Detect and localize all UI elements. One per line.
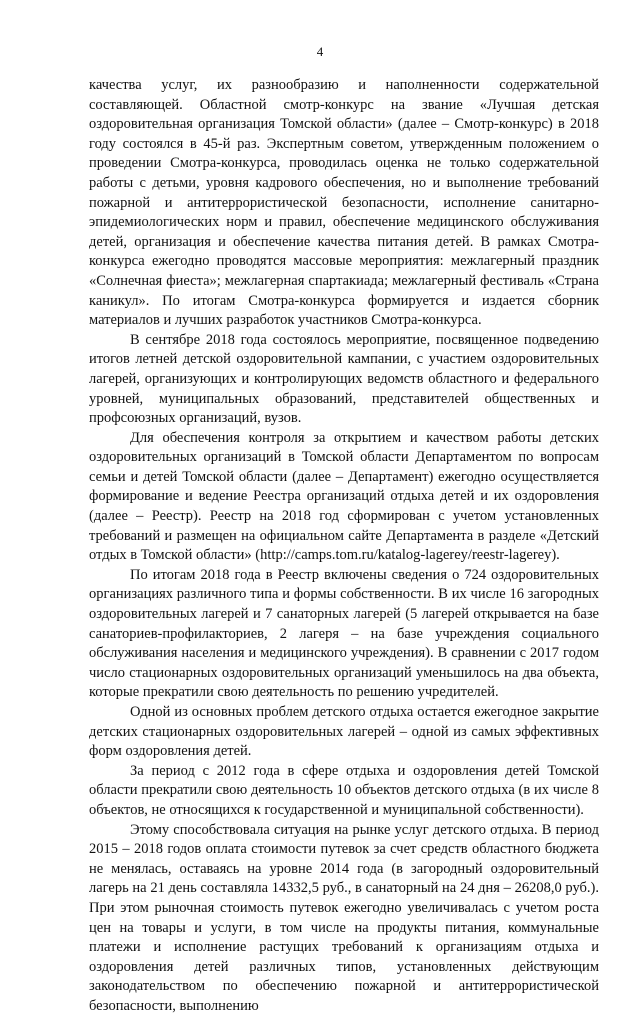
body-text <box>89 76 599 1017</box>
page-number: 4 <box>316 44 324 59</box>
paragraph: Одной из основных проблем детского отдыха остается ежегодное закрытие детских стационарных оздоровительных лагерей – одной из самых эффективных форм оздоровления детей. <box>89 704 599 760</box>
paragraph: Этому способствовала ситуация на рынке услуг детского отдыха. В период 2015 – 2018 годов оплата стоимости путевок за счет средств областного бюджета не менялась, оставаясь на уровне 2014 года (в загородный оздоровительный лагерь на 21 день составляла 14332,5 руб., в санаторный на 24 дня – 26208,0 руб.). При этом рыночная стоимость путевок ежегодно увеличивалась с учетом роста цен на товары и услуги, в том числе на продукты питания, коммунальные платежи и исполнение растущих требований к организациям отдыха и оздоровления детей различных типов, установленных действующим законодательством по обеспечению пожарной и антитеррористической безопасности, выполнению <box>89 821 599 1014</box>
paragraph: Для обеспечения контроля за открытием и качеством работы детских оздоровительных организаций в Томской области Департаментом по вопросам семьи и детей Томской области (далее – Департамент) ежегодно осуществляется формирование и ведение Реестра организаций отдыха детей и их оздоровления (далее – Реестр). Реестр на 2018 год сформирован с учетом установленных требований и размещен на официальном сайте Департамента в разделе «Детский отдых в Томской области» (http://camps.tom.ru/katalog-lagerey/reestr-lagerey). <box>89 429 599 564</box>
paragraph: По итогам 2018 года в Реестр включены сведения о 724 оздоровительных организациях различного типа и формы собственности. В их числе 16 загородных оздоровительных лагерей и 7 санаторных лагерей (5 лагерей открывается на базе санаториев-профилакториев, 2 лагеря – на базе учреждения социального обслуживания населения и медицинского учреждения). В сравнении с 2017 годом число стационарных оздоровительных организаций уменьшилось на два объекта, которые прекратили свою деятельность по решению учредителей. <box>89 566 599 701</box>
paragraph: качества услуг, их разнообразию и наполненности содержательной составляющей. Областной смотр-конкурс на звание «Лучшая детская оздоровительная организация Томской области» (далее – Смотр-конкурс) в 2018 году состоялся в 45-й раз. Экспертным советом, утвержденным положением о проведении Смотра-конкурса, проводилась оценка не только содержательной работы с детьми, уровня кадрового обеспечения, но и выполнение требований пожарной и антитеррористической безопасности, исполнение санитарно-эпидемиологических норм и правил, обеспечение медицинского обслуживания детей, организация и обеспечение качества питания детей. В рамках Смотра-конкурса ежегодно проводятся массовые мероприятия: межлагерный праздник «Солнечная фиеста»; межлагерная спартакиада; межлагерный фестиваль «Страна каникул». По итогам Смотра-конкурса формируется и издается сборник материалов и лучших разработок участников Смотра-конкурса. <box>89 77 599 329</box>
paragraph: За период с 2012 года в сфере отдыха и оздоровления детей Томской области прекратили свою деятельность 10 объектов детского отдыха (в их числе 8 объектов, не относящихся к государственной и муниципальной собственности). <box>89 762 599 818</box>
paragraph: В сентябре 2018 года состоялось мероприятие, посвященное подведению итогов летней детской оздоровительной кампании, с участием оздоровительных лагерей, организующих и контролирующих ведомств областного и федерального уровней, муниципальных образований, представителей общественных и профсоюзных организаций, вузов. <box>89 331 599 427</box>
